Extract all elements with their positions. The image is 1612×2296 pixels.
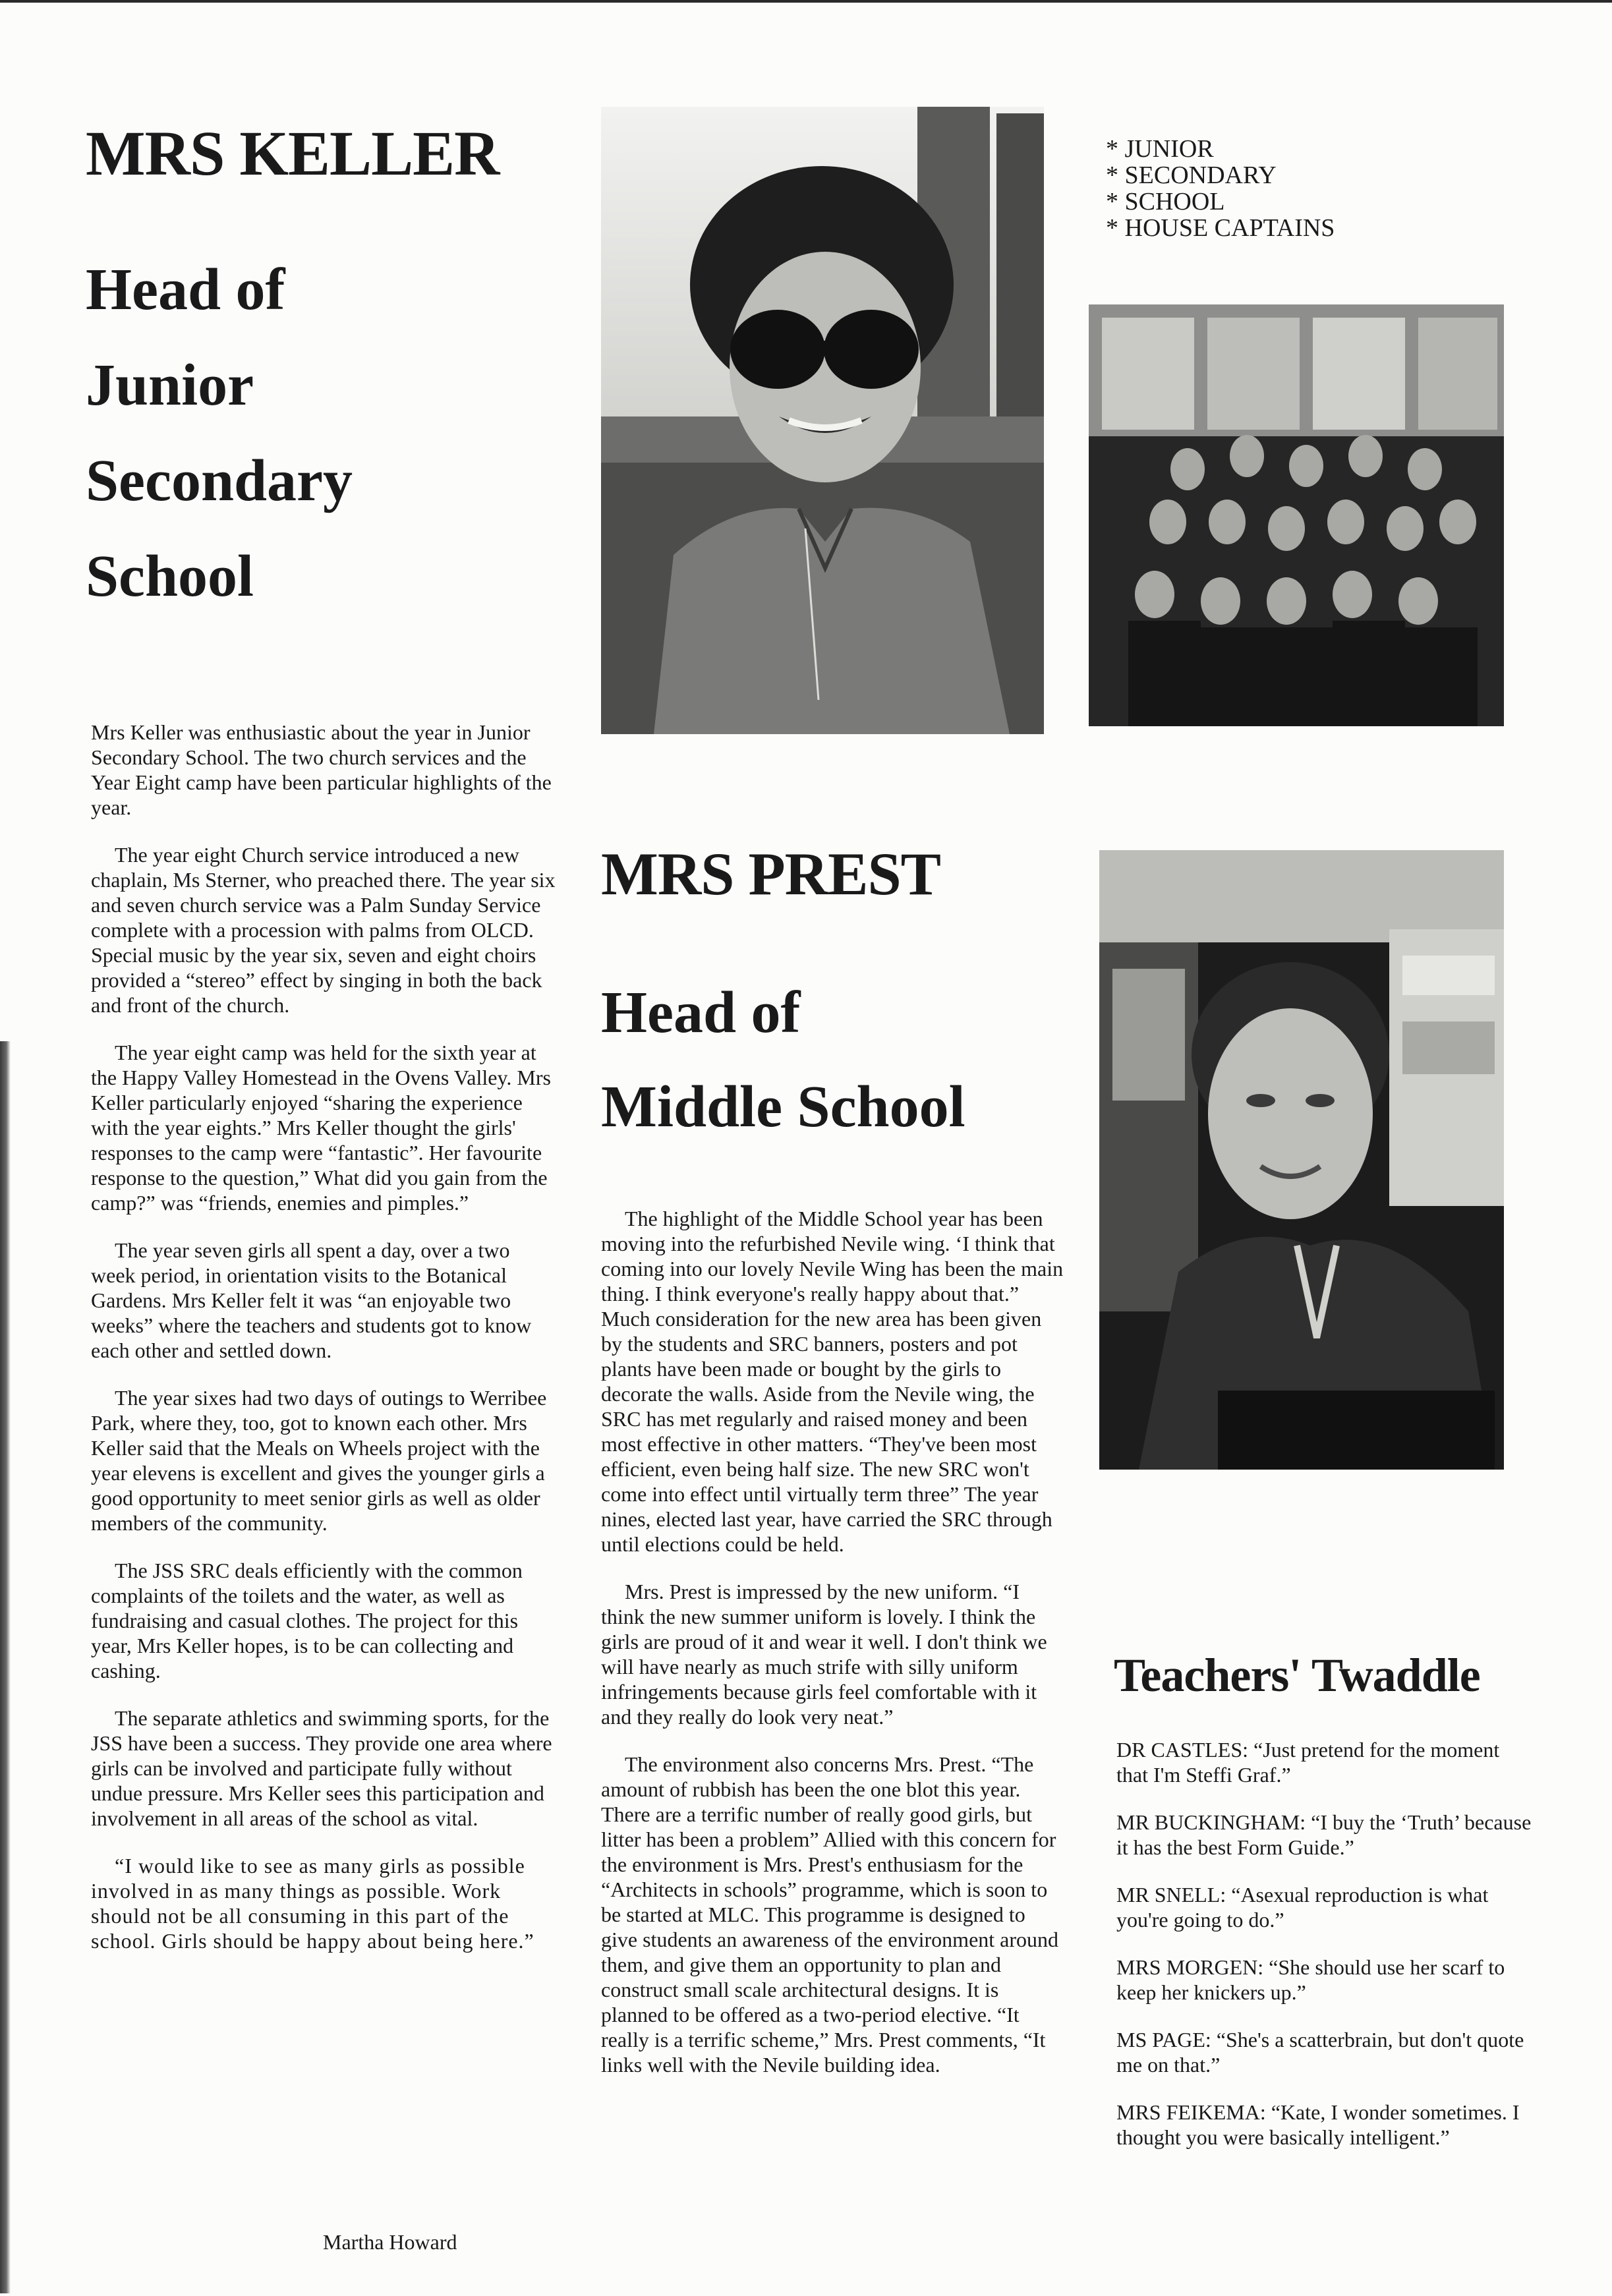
twaddle-quote-4: MRS MORGEN: “She should use her scarf to keep her knickers up.”	[1116, 1955, 1505, 2004]
caption-line-2: * SECONDARY	[1106, 161, 1277, 189]
keller-paragraph-3: The year eight camp was held for the sixth year at the Happy Valley Homestead in the Ovens Valley. Mrs Keller particularly enjoyed “sharing the experience with the year eights.” Mrs Keller thought the girls' responses to the camp were “fantastic”. Her favourite response to the question,” What did you gain from the camp?” was “friends, enemies and pimples.”	[91, 1041, 551, 1215]
keller-article	[91, 720, 556, 1976]
page-edge-shadow	[0, 1041, 11, 2293]
caption-line-3: * SCHOOL	[1106, 188, 1225, 215]
twaddle-quote-5: MS PAGE: “She's a scatterbrain, but don't quote me on that.”	[1116, 2028, 1524, 2077]
house-captains-caption	[1106, 136, 1335, 241]
twaddle-heading: Teachers' Twaddle	[1114, 1649, 1480, 1702]
keller-paragraph-4: The year seven girls all spent a day, over a two week period, in orientation visits to the Botanical Gardens. Mrs Keller felt it was “an enjoyable two weeks” where the teachers and students got to know each other and settled down.	[91, 1238, 532, 1362]
prest-title-line-2: Middle School	[601, 1074, 965, 1139]
keller-paragraph-2: The year eight Church service introduced a new chaplain, Ms Sterner, who preached there. The year six and seven church service was a Palm Sunday Service complete with a procession with palms from OLCD. Special music by the year six, seven and eight choirs provided a “stereo” effect by singing in both the back and front of the church.	[91, 843, 556, 1017]
teachers-twaddle-list	[1116, 1737, 1532, 2172]
keller-paragraph-6: The JSS SRC deals efficiently with the common complaints of the toilets and the water, as well as fundraising and casual clothes. The project for this year, Mrs Keller hopes, is to be can collecting and cashing.	[91, 1559, 523, 1682]
keller-paragraph-1: Mrs Keller was enthusiastic about the year in Junior Secondary School. The two church services and the Year Eight camp have been particular highlights of the year.	[91, 720, 552, 819]
prest-paragraph-1: The highlight of the Middle School year has been moving into the refurbished Nevile wing. ‘I think that coming into our lovely Nevile Wing has been the main thing. I think everyone's really happy about that.” Much consideration for the new area has been given by the students and SRC banners, posters and pot plants have been made or bought by the girls to decorate the walls. Aside from the Nevile wing, the SRC has met regularly and raised money and been most effective in other matters. “They've been most efficient, even being half size. The new SRC won't come into effect until virtually term three” The year nines, elected last year, have carried the SRC through until elections could be held.	[601, 1207, 1064, 1556]
keller-title-line-2: Junior	[86, 353, 254, 418]
mrs-keller-portrait	[601, 107, 1044, 734]
keller-paragraph-5: The year sixes had two days of outings to Werribee Park, where they, too, got to known each other. Mrs Keller said that the Meals on Wheels project with the year elevens is excellent and gives the younger girls a good opportunity to meet senior girls as well as older members of the community.	[91, 1386, 547, 1535]
top-rule	[0, 0, 1612, 3]
prest-name-heading: MRS PREST	[601, 840, 940, 907]
prest-article	[601, 1206, 1066, 2100]
keller-title-line-3: Secondary	[86, 448, 353, 513]
keller-paragraph-7: The separate athletics and swimming sports, for the JSS have been a success. They provide one area where girls can be involved and participate fully without undue pressure. Mrs Keller sees this participation and involvement in all areas of the school as vital.	[91, 1706, 552, 1830]
prest-title-line-1: Head of	[601, 980, 801, 1045]
article-author: Martha Howard	[323, 2230, 457, 2254]
keller-title-line-4: School	[86, 544, 254, 609]
caption-line-4: * HOUSE CAPTAINS	[1106, 214, 1335, 242]
twaddle-quote-1: DR CASTLES: “Just pretend for the moment that I'm Steffi Graf.”	[1116, 1738, 1500, 1787]
mrs-prest-portrait	[1099, 850, 1504, 1470]
keller-paragraph-8: “I would like to see as many girls as possible involved in as many things as possible. Work should not be all consuming in this part of the school. Girls should be happy about being here.”	[91, 1854, 534, 1953]
keller-name-heading: MRS KELLER	[86, 118, 500, 188]
prest-paragraph-3: The environment also concerns Mrs. Prest. “The amount of rubbish has been the one blot this year. There are a terrific number of really good girls, but litter has been a problem” Allied with this concern for the environment is Mrs. Prest's enthusiasm for the “Architects in schools” programme, which is soon to be started at MLC. This programme is designed to give students an awareness of the environment around them, and give them an opportunity to plan and construct small scale architectural designs. It is planned to be offered as a two-period elective. “It really is a terrific scheme,” Mrs. Prest comments, “It links well with the Nevile building idea.	[601, 1752, 1059, 2077]
twaddle-quote-3: MR SNELL: “Asexual reproduction is what you're going to do.”	[1116, 1883, 1489, 1932]
keller-title-line-1: Head of	[86, 257, 285, 322]
twaddle-quote-6: MRS FEIKEMA: “Kate, I wonder sometimes. I thought you were basically intelligent.”	[1116, 2100, 1520, 2149]
prest-paragraph-2: Mrs. Prest is impressed by the new uniform. “I think the new summer uniform is lovely. I think the girls are proud of it and wear it well. I don't think we will have nearly as much strife with silly uniform infringements because girls feel comfortable with it and they really do look very neat.”	[601, 1580, 1047, 1729]
twaddle-quote-2: MR BUCKINGHAM: “I buy the ‘Truth’ because it has the best Form Guide.”	[1116, 1810, 1532, 1859]
caption-line-1: * JUNIOR	[1106, 135, 1214, 163]
house-captains-group	[1089, 304, 1504, 726]
